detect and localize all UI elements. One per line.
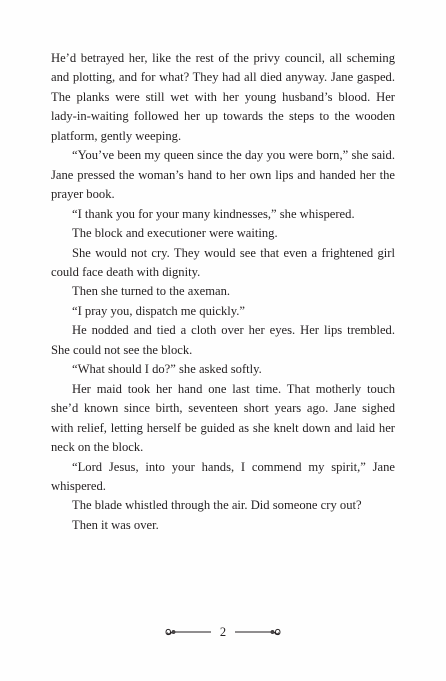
paragraph: The block and executioner were waiting. xyxy=(72,226,278,241)
paragraph: “Lord Jesus, into your hands, I commend my spirit,” Jane whispered. xyxy=(51,459,395,493)
paragraph: “You’ve been my queen since the day you were born,” she said. Jane pressed the woman’s hand to her own lips and handed her the prayer book. xyxy=(51,148,395,202)
flourish-ornament-icon xyxy=(233,624,283,640)
paragraph: “I thank you for your many kindnesses,” she whispered. xyxy=(72,206,355,221)
paragraph: Then it was over. xyxy=(72,517,159,532)
paragraph: The blade whistled through the air. Did someone cry out? xyxy=(72,498,362,513)
body-text xyxy=(51,49,395,535)
paragraph: “What should I do?” she asked softly. xyxy=(72,362,262,377)
paragraph: Her maid took her hand one last time. That motherly touch she’d known since birth, seventeen short years ago. Jane sighed with relief, letting herself be guided as she knelt down and laid her neck on the block. xyxy=(51,381,395,455)
flourish-ornament-icon xyxy=(163,624,213,640)
paragraph: He’d betrayed her, like the rest of the privy council, all scheming and plotting, and for what? They had all died anyway. Jane gasped. The planks were still wet with her young husband’s blood. Her lady-in-waiting followed her up towards the steps to the wooden platform, gently weeping. xyxy=(51,51,395,143)
page-number: 2 xyxy=(219,625,227,639)
paragraph: “I pray you, dispatch me quickly.” xyxy=(72,303,245,318)
paragraph: He nodded and tied a cloth over her eyes. Her lips trembled. She could not see the block. xyxy=(51,323,395,357)
paragraph: She would not cry. They would see that even a frightened girl could face death with dignity. xyxy=(51,245,395,279)
paragraph: Then she turned to the axeman. xyxy=(72,284,231,299)
page-footer xyxy=(0,620,446,644)
